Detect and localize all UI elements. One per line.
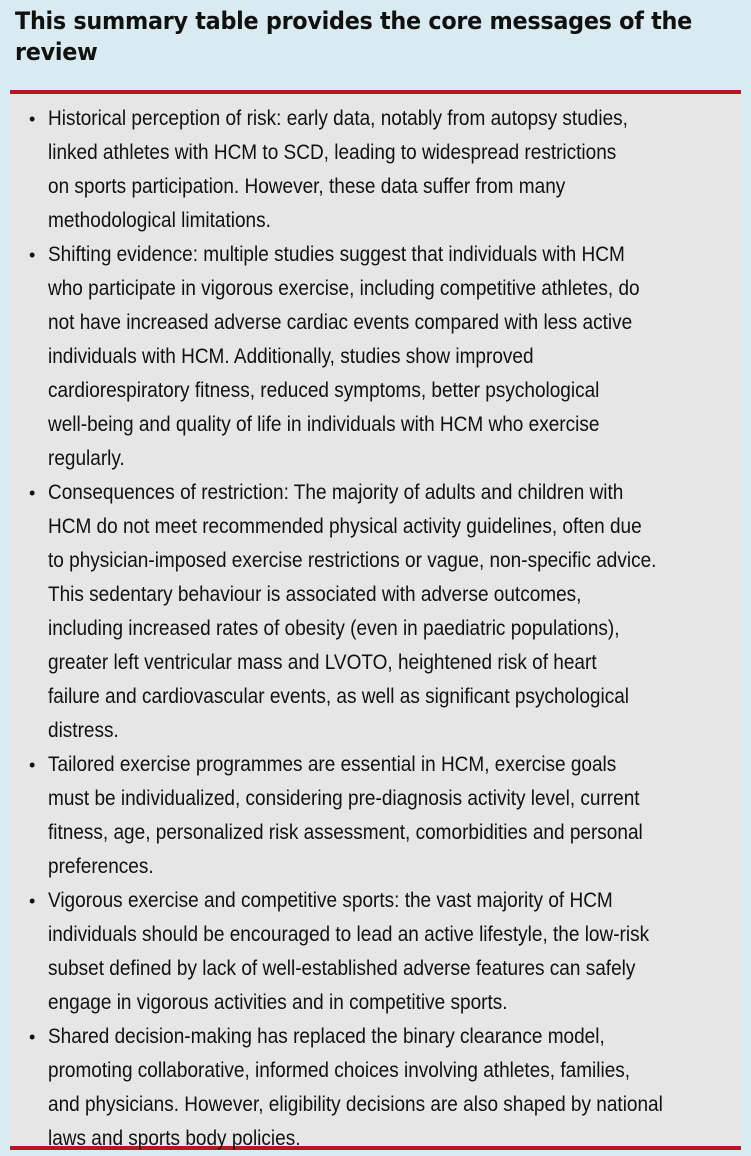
list-item-text-line: subset defined by lack of well-established adverse features can safely [48,957,636,980]
list-item-text-line: must be individualized, considering pre-diagnosis activity level, current [48,787,640,810]
list-item-text-line: failure and cardiovascular events, as well as significant psychological [48,685,630,708]
list-item-text-line: distress. [48,719,119,742]
list-item-text-line: on sports participation. However, these data suffer from many [48,175,566,198]
list-item-text-line: and physicians. However, eligibility decisions are also shaped by national [48,1093,663,1116]
list-item [10,476,741,748]
list-item-text-line: promoting collaborative, informed choices involving athletes, families, [48,1059,631,1082]
list-item-text-line: to physician-imposed exercise restrictions or vague, non-specific advice. [48,549,657,572]
bullet-icon: • [29,109,36,129]
list-item-text-line: Historical perception of risk: early data, notably from autopsy studies, [48,107,628,130]
list-item-text-line: engage in vigorous activities and in competitive sports. [48,991,508,1014]
summary-panel [10,90,741,1150]
list-item [10,102,741,238]
list-item-text-line: fitness, age, personalized risk assessment, comorbidities and personal [48,821,643,844]
list-item-text-line: regularly. [48,447,125,470]
list-item-text-line: Tailored exercise programmes are essential in HCM, exercise goals [48,753,617,776]
list-item [10,884,741,1020]
list-item-text-line: HCM do not meet recommended physical activity guidelines, often due [48,515,642,538]
title-line: This summary table provides the core messages of the [15,7,693,35]
bullet-icon: • [29,891,36,911]
list-item-text-line: Shifting evidence: multiple studies suggest that individuals with HCM [48,243,625,266]
list-item-text-line: well-being and quality of life in individuals with HCM who exercise [48,413,600,436]
list-item-text-line: Shared decision-making has replaced the binary clearance model, [48,1025,605,1048]
list-item-text-line: methodological limitations. [48,209,271,232]
title-line: review [15,38,98,66]
list-item-text-line: Vigorous exercise and competitive sports: the vast majority of HCM [48,889,613,912]
list-item-text-line: cardiorespiratory fitness, reduced symptoms, better psychological [48,379,600,402]
list-item-text-line: linked athletes with HCM to SCD, leading to widespread restrictions [48,141,617,164]
list-item-text-line: preferences. [48,855,154,878]
list-item [10,748,741,884]
list-item-text-line: individuals should be encouraged to lead an active lifestyle, the low-risk [48,923,650,946]
list-item-text-line: who participate in vigorous exercise, including competitive athletes, do [48,277,640,300]
list-item-text-line: laws and sports body policies. [48,1127,301,1150]
summary-table-title [15,6,740,68]
bullet-icon: • [29,483,36,503]
list-item-text-line: not have increased adverse cardiac events compared with less active [48,311,633,334]
bullet-icon: • [29,755,36,775]
list-item [10,238,741,476]
list-item-text-line: Consequences of restriction: The majority of adults and children with [48,481,624,504]
list-item-text-line: individuals with HCM. Additionally, studies show improved [48,345,534,368]
list-item [10,1020,741,1156]
bullet-icon: • [29,1027,36,1047]
bullet-icon: • [29,245,36,265]
list-item-text-line: including increased rates of obesity (even in paediatric populations), [48,617,620,640]
list-item-text-line: greater left ventricular mass and LVOTO, heightened risk of heart [48,651,597,674]
list-item-text-line: This sedentary behaviour is associated with adverse outcomes, [48,583,582,606]
